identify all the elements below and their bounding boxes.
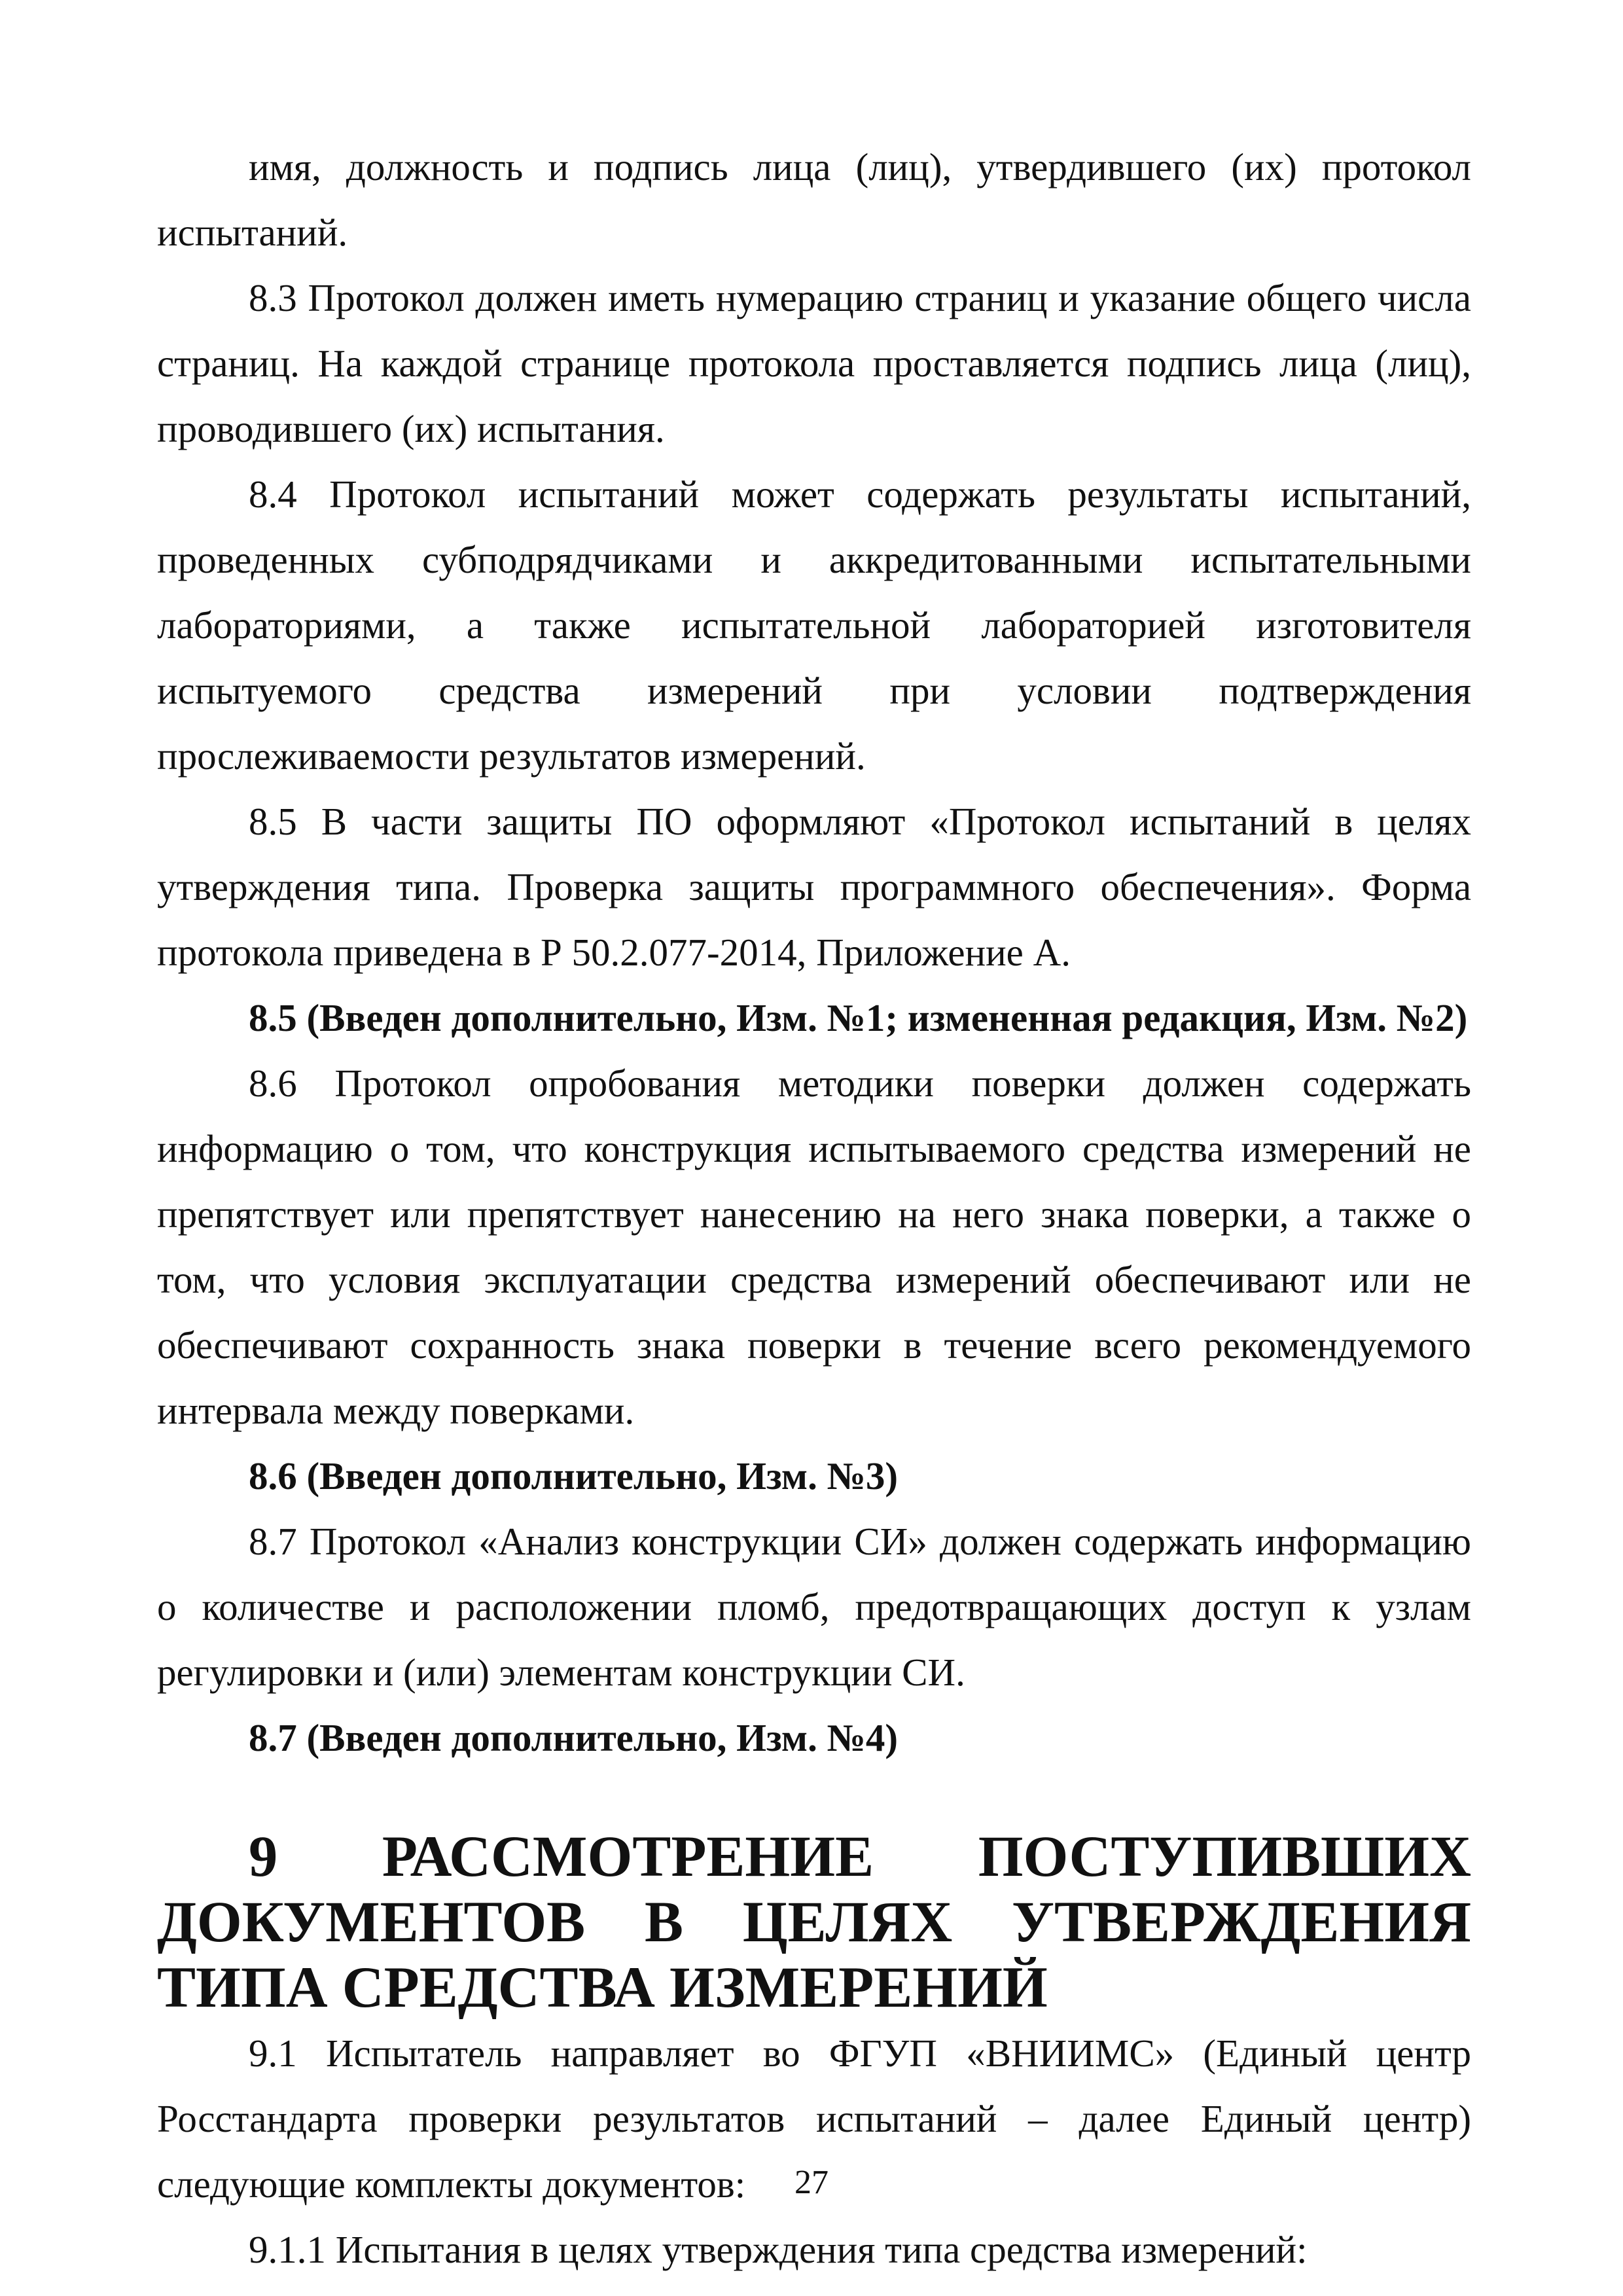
paragraph-9-1-1: 9.1.1 Испытания в целях утверждения типа средства измерений: — [249, 2228, 1308, 2271]
paragraph-8-5: 8.5 В части защиты ПО оформляют «Протокол испытаний в целях утверждения типа. Проверка защиты программного обеспечения». Форма протокола приведена в Р 50.2.077-2014, Приложение А. — [157, 800, 1471, 974]
document-page — [157, 134, 1471, 2282]
paragraph-8-7: 8.7 Протокол «Анализ конструкции СИ» должен содержать информацию о количестве и расположении пломб, предотвращающих доступ к узлам регулировки и (или) элементам конструкции СИ. — [157, 1520, 1471, 1694]
amendment-note-8-6: 8.6 (Введен дополнительно, Изм. №3) — [249, 1454, 899, 1498]
paragraph-8-3: 8.3 Протокол должен иметь нумерацию страниц и указание общего числа страниц. На каждой странице протокола проставляется подпись лица (лиц), проводившего (их) испытания. — [157, 276, 1471, 450]
paragraph-9-1: 9.1 Испытатель направляет во ФГУП «ВНИИМС» (Единый центр Росстандарта проверки результатов испытаний – далее Единый центр) следующие комплекты документов: — [157, 2032, 1471, 2206]
section-heading-9: 9 РАССМОТРЕНИЕ ПОСТУПИВШИХ ДОКУМЕНТОВ В ЦЕЛЯХ УТВЕРЖДЕНИЯ ТИПА СРЕДСТВА ИЗМЕРЕНИЙ — [157, 1825, 1471, 2020]
amendment-note-8-5: 8.5 (Введен дополнительно, Изм. №1; измененная редакция, Изм. №2) — [249, 996, 1468, 1039]
paragraph-8-6: 8.6 Протокол опробования методики поверки должен содержать информацию о том, что конструкция испытываемого средства измерений не препятствует или препятствует нанесению на него знака поверки, а также о том, что условия эксплуатации средства измерений обеспечивают или не обеспечивают сохранность знака поверки в течение всего рекомендуемого интервала между поверками. — [157, 1062, 1471, 1432]
paragraph-8-4: 8.4 Протокол испытаний может содержать результаты испытаний, проведенных субподрядчиками и аккредитованными испытательными лабораториями, а также испытательной лабораторией изготовителя испытуемого средства измерений при условии подтверждения прослеживаемости результатов измерений. — [157, 473, 1471, 778]
page-number: 27 — [794, 2164, 829, 2201]
amendment-note-8-7: 8.7 (Введен дополнительно, Изм. №4) — [249, 1716, 899, 1759]
paragraph-continuation: имя, должность и подпись лица (лиц), утвердившего (их) протокол испытаний. — [157, 145, 1471, 254]
